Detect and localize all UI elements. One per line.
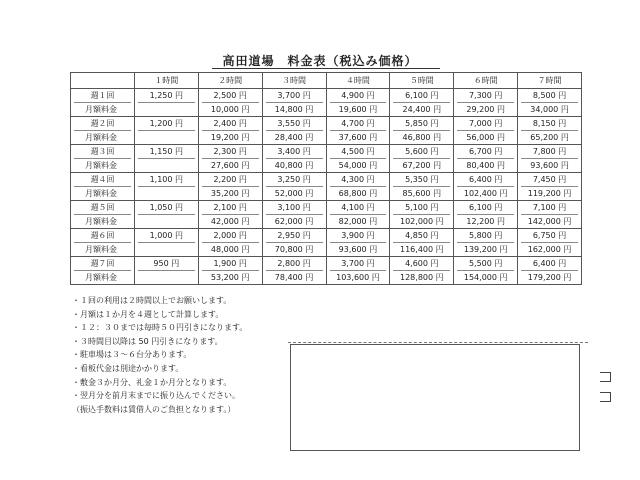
monthly-price: 93,600 円	[338, 245, 378, 254]
per-session-price: 950 円	[138, 257, 195, 271]
price-cell	[390, 117, 454, 145]
price-cell	[198, 89, 262, 117]
price-cell	[390, 201, 454, 229]
per-session-price: 3,700 円	[266, 89, 323, 103]
per-session-price: 5,850 円	[393, 117, 450, 131]
per-session-price: 4,700 円	[330, 117, 387, 131]
price-cell	[262, 117, 326, 145]
frequency-label: 週４回	[74, 173, 131, 187]
per-session-price: 2,800 円	[266, 257, 323, 271]
per-session-price: 1,250 円	[138, 89, 195, 103]
price-cell	[454, 145, 518, 173]
monthly-price: 68,800 円	[338, 189, 378, 198]
per-session-price: 1,100 円	[138, 173, 195, 187]
per-session-price: 8,150 円	[521, 117, 578, 131]
price-cell	[134, 117, 198, 145]
table-body	[71, 89, 582, 285]
price-cell	[326, 173, 390, 201]
note-item: ・敷金３か月分、礼金１か月分となります。	[72, 377, 232, 387]
monthly-price: 82,000 円	[338, 217, 378, 226]
price-cell	[134, 229, 198, 257]
note-item: ・１回の利用は２時間以上でお願いします。	[72, 296, 232, 305]
note-item: ・翌月分を前月末までに振り込んでください。	[72, 391, 240, 401]
monthly-price	[135, 271, 198, 284]
per-session-price: 4,500 円	[330, 145, 387, 159]
monthly-price: 128,800 円	[400, 273, 444, 282]
monthly-price: 24,400 円	[402, 105, 442, 114]
page-title: 高田道場 料金表（税込み価格）	[222, 54, 418, 68]
note-item: ・月額は１か月を４週として計算します。	[72, 309, 224, 319]
monthly-price: 65,200 円	[530, 133, 569, 142]
row-label-cell	[71, 145, 135, 173]
monthly-price	[135, 131, 198, 144]
per-session-price: 3,900 円	[330, 229, 387, 243]
title-underline	[212, 68, 440, 69]
price-cell	[134, 257, 198, 285]
price-cell	[262, 257, 326, 285]
price-cell	[454, 201, 518, 229]
monthly-price: 35,200 円	[210, 189, 250, 198]
monthly-price: 52,000 円	[274, 189, 314, 198]
per-session-price: 3,250 円	[266, 173, 323, 187]
per-session-price: 6,100 円	[457, 201, 514, 215]
per-session-price: 6,750 円	[521, 229, 578, 243]
per-session-price: 4,600 円	[393, 257, 450, 271]
price-cell	[134, 89, 198, 117]
price-cell	[518, 173, 582, 201]
monthly-price: 19,600 円	[338, 105, 378, 114]
row-label-cell	[71, 173, 135, 201]
monthly-price: 37,600 円	[338, 133, 378, 142]
per-session-price: 3,400 円	[266, 145, 323, 159]
monthly-price: 80,400 円	[466, 161, 505, 170]
per-session-price: 1,900 円	[202, 257, 259, 271]
monthly-price: 154,000 円	[463, 273, 508, 282]
row-label-cell	[71, 257, 135, 285]
price-cell	[134, 201, 198, 229]
per-session-price: 1,150 円	[138, 145, 195, 159]
monthly-price: 34,000 円	[530, 105, 569, 114]
per-session-price: 2,400 円	[202, 117, 259, 131]
per-session-price: 3,100 円	[266, 201, 323, 215]
price-cell	[262, 229, 326, 257]
monthly-price: 102,400 円	[463, 189, 508, 198]
per-session-price: 2,000 円	[202, 229, 259, 243]
per-session-price: 1,050 円	[138, 201, 195, 215]
per-session-price: 6,700 円	[457, 145, 514, 159]
frequency-label: 週６回	[74, 229, 131, 243]
margin-mark	[600, 392, 611, 402]
monthly-price: 14,800 円	[274, 105, 314, 114]
frequency-label: 週５回	[74, 201, 131, 215]
per-session-price: 4,100 円	[330, 201, 387, 215]
table-row	[71, 257, 582, 285]
monthly-price: 67,200 円	[402, 161, 442, 170]
header-cell: ４時間	[326, 73, 390, 89]
price-cell	[518, 229, 582, 257]
price-cell	[326, 117, 390, 145]
price-cell	[454, 117, 518, 145]
monthly-price	[135, 215, 198, 228]
per-session-price: 8,500 円	[521, 89, 578, 103]
monthly-price: 10,000 円	[210, 105, 250, 114]
per-session-price: 2,950 円	[266, 229, 323, 243]
price-cell	[134, 173, 198, 201]
price-cell	[134, 145, 198, 173]
monthly-price: 56,000 円	[466, 133, 505, 142]
per-session-price: 2,300 円	[202, 145, 259, 159]
price-cell	[390, 145, 454, 173]
monthly-price: 19,200 円	[210, 133, 250, 142]
monthly-price: 54,000 円	[338, 161, 378, 170]
price-cell	[326, 257, 390, 285]
per-session-price: 2,200 円	[202, 173, 259, 187]
per-session-price: 2,500 円	[202, 89, 259, 103]
monthly-price: 85,600 円	[402, 189, 442, 198]
price-cell	[262, 173, 326, 201]
row-label-cell	[71, 201, 135, 229]
blank-stamp-area	[290, 344, 580, 451]
monthly-price: 70,800 円	[274, 245, 314, 254]
per-session-price: 7,300 円	[457, 89, 514, 103]
price-table	[70, 72, 582, 285]
price-cell	[518, 257, 582, 285]
monthly-price: 78,400 円	[274, 273, 314, 282]
price-cell	[198, 257, 262, 285]
price-cell	[198, 173, 262, 201]
monthly-price: 40,800 円	[274, 161, 314, 170]
monthly-price: 12,200 円	[466, 217, 505, 226]
monthly-price: 62,000 円	[274, 217, 314, 226]
monthly-price	[135, 159, 198, 172]
note-item: ・３時間目以降は 50 円引きになります。	[72, 336, 223, 346]
note-item: ・１２：３０までは毎時５０円引きになります。	[72, 323, 248, 333]
monthly-price: 142,000 円	[527, 217, 572, 226]
monthly-fee-label: 月額料金	[85, 105, 117, 114]
per-session-price: 7,800 円	[521, 145, 578, 159]
per-session-price: 1,200 円	[138, 117, 195, 131]
per-session-price: 5,600 円	[393, 145, 450, 159]
price-cell	[390, 89, 454, 117]
monthly-fee-label: 月額料金	[85, 217, 117, 226]
monthly-price: 102,000 円	[400, 217, 444, 226]
monthly-price: 103,600 円	[336, 273, 380, 282]
price-cell	[390, 257, 454, 285]
monthly-price	[135, 103, 198, 116]
frequency-label: 週３回	[74, 145, 131, 159]
per-session-price: 3,700 円	[330, 257, 387, 271]
price-cell	[454, 257, 518, 285]
frequency-label: 週７回	[74, 257, 131, 271]
monthly-price: 119,200 円	[527, 189, 572, 198]
per-session-price: 3,550 円	[266, 117, 323, 131]
note-item: ・看板代金は別途かかります。	[72, 363, 184, 373]
note-item: ・駐車場は３～６台分あります。	[72, 350, 192, 360]
per-session-price: 4,300 円	[330, 173, 387, 187]
per-session-price: 7,450 円	[521, 173, 578, 187]
table-row	[71, 173, 582, 201]
monthly-fee-label: 月額料金	[85, 189, 117, 198]
price-cell	[518, 89, 582, 117]
table-header-row	[71, 73, 582, 89]
price-cell	[454, 229, 518, 257]
per-session-price: 2,100 円	[202, 201, 259, 215]
table-row	[71, 201, 582, 229]
price-cell	[518, 201, 582, 229]
per-session-price: 7,000 円	[457, 117, 514, 131]
monthly-price: 53,200 円	[210, 273, 250, 282]
price-cell	[518, 117, 582, 145]
price-cell	[262, 201, 326, 229]
price-cell	[454, 89, 518, 117]
price-cell	[326, 89, 390, 117]
price-cell	[198, 117, 262, 145]
price-cell	[326, 201, 390, 229]
header-cell: １時間	[134, 73, 198, 89]
monthly-price: 28,400 円	[274, 133, 314, 142]
price-cell	[454, 173, 518, 201]
monthly-price: 42,000 円	[210, 217, 250, 226]
table-row	[71, 117, 582, 145]
price-cell	[390, 173, 454, 201]
per-session-price: 5,350 円	[393, 173, 450, 187]
price-cell	[198, 229, 262, 257]
per-session-price: 5,100 円	[393, 201, 450, 215]
price-cell	[518, 145, 582, 173]
monthly-price: 46,800 円	[402, 133, 442, 142]
row-label-cell	[71, 229, 135, 257]
header-cell: ７時間	[518, 73, 582, 89]
price-cell	[326, 145, 390, 173]
frequency-label: 週２回	[74, 117, 131, 131]
per-session-price: 4,850 円	[393, 229, 450, 243]
note-item: （振込手数料は賃借人のご負担となります。）	[72, 404, 236, 414]
margin-mark	[600, 372, 611, 382]
header-cell: ６時間	[454, 73, 518, 89]
table-row	[71, 145, 582, 173]
price-cell	[198, 145, 262, 173]
price-cell	[198, 201, 262, 229]
per-session-price: 7,100 円	[521, 201, 578, 215]
per-session-price: 6,400 円	[521, 257, 578, 271]
header-cell: ２時間	[198, 73, 262, 89]
header-cell	[71, 73, 135, 89]
row-label-cell	[71, 89, 135, 117]
per-session-price: 4,900 円	[330, 89, 387, 103]
monthly-price: 29,200 円	[466, 105, 505, 114]
monthly-price	[135, 187, 198, 200]
price-cell	[326, 229, 390, 257]
header-cell: ５時間	[390, 73, 454, 89]
monthly-price: 179,200 円	[527, 273, 572, 282]
per-session-price: 5,500 円	[457, 257, 514, 271]
frequency-label: 週１回	[74, 89, 131, 103]
monthly-price: 162,000 円	[527, 245, 572, 254]
monthly-fee-label: 月額料金	[85, 133, 117, 142]
monthly-price: 116,400 円	[400, 245, 444, 254]
monthly-price	[135, 243, 198, 256]
price-cell	[262, 145, 326, 173]
price-cell	[262, 89, 326, 117]
price-cell	[390, 229, 454, 257]
table-row	[71, 229, 582, 257]
per-session-price: 5,800 円	[457, 229, 514, 243]
per-session-price: 1,000 円	[138, 229, 195, 243]
monthly-price: 48,000 円	[210, 245, 250, 254]
row-label-cell	[71, 117, 135, 145]
table-row	[71, 89, 582, 117]
monthly-price: 93,600 円	[530, 161, 569, 170]
per-session-price: 6,100 円	[393, 89, 450, 103]
monthly-fee-label: 月額料金	[85, 273, 117, 282]
monthly-fee-label: 月額料金	[85, 245, 117, 254]
monthly-fee-label: 月額料金	[85, 161, 117, 170]
header-cell: ３時間	[262, 73, 326, 89]
per-session-price: 6,400 円	[457, 173, 514, 187]
monthly-price: 27,600 円	[210, 161, 250, 170]
monthly-price: 139,200 円	[463, 245, 508, 254]
